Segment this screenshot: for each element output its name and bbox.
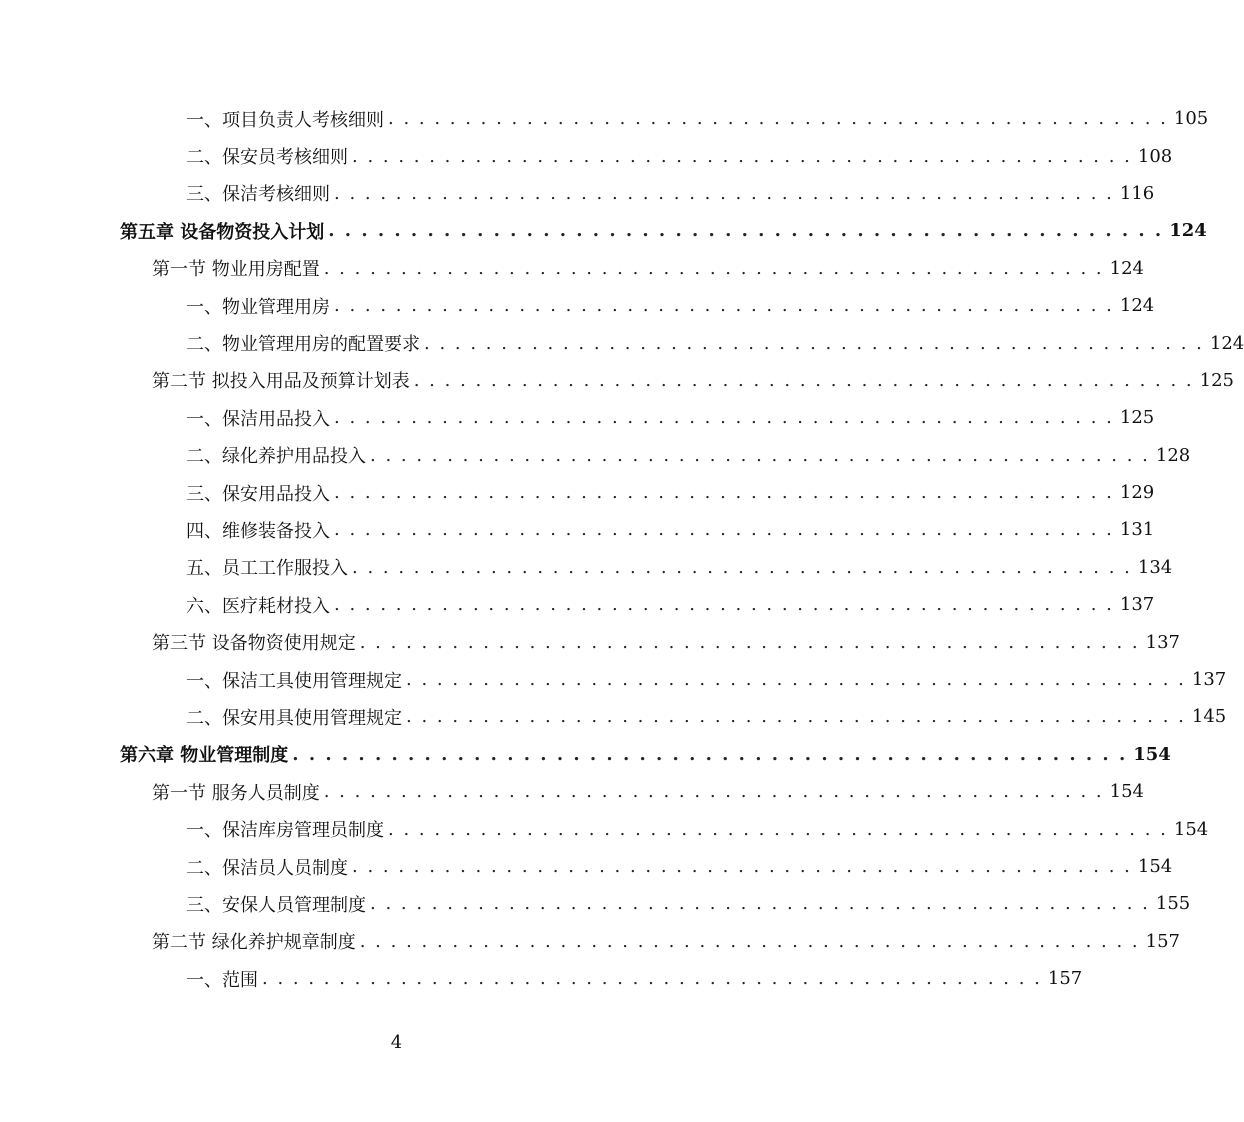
toc-entry-page: 145 <box>1191 706 1227 728</box>
toc-entry-title: 一、范围 <box>186 969 258 991</box>
toc-dot-leader: . . . . . . . . . . . . . . . . . . . . . . . . . . . . . . . . . . . . . . . . . . . . . . . . . . . <box>352 856 1132 877</box>
toc-dot-leader: . . . . . . . . . . . . . . . . . . . . . . . . . . . . . . . . . . . . . . . . . . . . . . . . . . . <box>352 145 1132 167</box>
toc-entry-title: 一、保洁库房管理员制度 <box>186 820 384 842</box>
toc-dot-leader: . . . . . . . . . . . . . . . . . . . . . . . . . . . . . . . . . . . . . . . . . . . . . . . . . . . <box>334 182 1114 204</box>
toc-dot-leader: . . . . . . . . . . . . . . . . . . . . . . . . . . . . . . . . . . . . . . . . . . . . . . . . . . . <box>359 930 1140 952</box>
toc-dot-leader: . . . . . . . . . . . . . . . . . . . . . . . . . . . . . . . . . . . . . . . . . . . . . . . . . . . <box>370 893 1150 915</box>
toc-section-entry[interactable] <box>0 250 1144 287</box>
toc-subsection-entry[interactable] <box>0 549 1173 586</box>
toc-entry-page: 137 <box>1145 631 1180 653</box>
toc-subsection-entry[interactable] <box>0 399 1155 436</box>
toc-subsection-entry[interactable] <box>0 960 1083 997</box>
toc-entry-title: 第一节 服务人员制度 <box>152 782 320 804</box>
toc-entry-page: 129 <box>1119 482 1155 504</box>
toc-entry-page: 124 <box>1119 295 1155 317</box>
toc-entry-title: 一、项目负责人考核细则 <box>186 109 384 131</box>
toc-dot-leader: . . . . . . . . . . . . . . . . . . . . . . . . . . . . . . . . . . . . . . . . . . . . . . . . . . . <box>406 706 1186 728</box>
toc-subsection-entry[interactable] <box>0 848 1173 885</box>
toc-entry-title: 一、保洁用品投入 <box>186 408 330 430</box>
toc-entry-page: 137 <box>1119 594 1155 616</box>
toc-dot-leader: . . . . . . . . . . . . . . . . . . . . . . . . . . . . . . . . . . . . . . . . . . . . . . . . . . . <box>406 669 1186 691</box>
toc-entry-page: 155 <box>1155 893 1191 915</box>
toc-subsection-entry[interactable] <box>0 885 1191 922</box>
toc-chapter-entry[interactable] <box>0 212 1207 249</box>
toc-entry-page: 134 <box>1137 556 1173 578</box>
toc-entry-title: 二、物业管理用房的配置要求 <box>186 334 420 356</box>
toc-entry-title: 第三节 设备物资使用规定 <box>152 633 356 655</box>
toc-dot-leader: . . . . . . . . . . . . . . . . . . . . . . . . . . . . . . . . . . . . . . . . . . . . . . . . . . . <box>388 818 1168 840</box>
toc-entry-title: 三、安保人员管理制度 <box>186 894 366 916</box>
toc-dot-leader: . . . . . . . . . . . . . . . . . . . . . . . . . . . . . . . . . . . . . . . . . . . . . . . . . . . <box>334 295 1114 317</box>
toc-entry-page: 124 <box>1169 220 1207 242</box>
toc-entry-page: 116 <box>1119 182 1155 204</box>
toc-subsection-entry[interactable] <box>0 287 1155 324</box>
toc-subsection-entry[interactable] <box>0 437 1191 474</box>
toc-entry-title: 一、保洁工具使用管理规定 <box>186 670 402 692</box>
toc-entry-page: 157 <box>1145 930 1180 952</box>
toc-dot-leader: . . . . . . . . . . . . . . . . . . . . . . . . . . . . . . . . . . . . . . . . . . . . . . . . . . . <box>334 482 1114 504</box>
toc-entry-page: 154 <box>1109 781 1144 803</box>
toc-subsection-entry[interactable] <box>0 474 1155 511</box>
toc-entry-page: 124 <box>1209 332 1244 354</box>
toc-dot-leader: . . . . . . . . . . . . . . . . . . . . . . . . . . . . . . . . . . . . . . . . . . . . . . . . . . . <box>352 556 1132 578</box>
toc-entry-title: 六、医疗耗材投入 <box>186 595 330 617</box>
toc-dot-leader: . . . . . . . . . . . . . . . . . . . . . . . . . . . . . . . . . . . . . . . . . . . . . . . . . . . <box>323 257 1104 279</box>
toc-entry-page: 157 <box>1047 968 1083 990</box>
toc-entry-page: 154 <box>1173 818 1209 840</box>
table-of-contents <box>0 100 1244 997</box>
toc-subsection-entry[interactable] <box>0 511 1155 548</box>
toc-entry-title: 第五章 设备物资投入计划 <box>120 221 325 243</box>
toc-subsection-entry[interactable] <box>0 175 1155 212</box>
toc-entry-page: 124 <box>1109 257 1144 279</box>
toc-entry-title: 一、物业管理用房 <box>186 296 330 318</box>
toc-dot-leader: . . . . . . . . . . . . . . . . . . . . . . . . . . . . . . . . . . . . . . . . . . . . . . . . . . . <box>359 631 1140 653</box>
toc-dot-leader: . . . . . . . . . . . . . . . . . . . . . . . . . . . . . . . . . . . . . . . . . . . . . . . . . . . <box>334 407 1114 429</box>
toc-entry-page: 137 <box>1191 669 1227 691</box>
toc-dot-leader: . . . . . . . . . . . . . . . . . . . . . . . . . . . . . . . . . . . . . . . . . . . . . . . . . . . <box>328 220 1164 242</box>
toc-section-entry[interactable] <box>0 623 1180 660</box>
toc-dot-leader: . . . . . . . . . . . . . . . . . . . . . . . . . . . . . . . . . . . . . . . . . . . . . . . . . . . <box>413 369 1194 391</box>
toc-subsection-entry[interactable] <box>0 137 1173 174</box>
toc-dot-leader: . . . . . . . . . . . . . . . . . . . . . . . . . . . . . . . . . . . . . . . . . . . . . . . . . . . <box>262 968 1042 990</box>
toc-entry-title: 二、保安员考核细则 <box>186 147 348 169</box>
toc-subsection-entry[interactable] <box>0 324 1244 361</box>
toc-dot-leader: . . . . . . . . . . . . . . . . . . . . . . . . . . . . . . . . . . . . . . . . . . . . . . . . . . . <box>292 743 1128 765</box>
toc-entry-title: 三、保安用品投入 <box>186 483 330 505</box>
page-number: 4 <box>390 1032 403 1053</box>
toc-subsection-entry[interactable] <box>0 100 1209 137</box>
toc-entry-title: 二、绿化养护用品投入 <box>186 446 366 468</box>
toc-section-entry[interactable] <box>0 362 1234 399</box>
toc-entry-title: 三、保洁考核细则 <box>186 184 330 206</box>
toc-dot-leader: . . . . . . . . . . . . . . . . . . . . . . . . . . . . . . . . . . . . . . . . . . . . . . . . . . . <box>334 594 1114 616</box>
toc-entry-title: 第一节 物业用房配置 <box>152 259 320 281</box>
toc-entry-title: 第二节 拟投入用品及预算计划表 <box>152 371 410 393</box>
toc-entry-page: 108 <box>1137 145 1173 167</box>
toc-entry-title: 二、保安用具使用管理规定 <box>186 707 402 729</box>
toc-entry-title: 二、保洁员人员制度 <box>186 857 348 879</box>
toc-dot-leader: . . . . . . . . . . . . . . . . . . . . . . . . . . . . . . . . . . . . . . . . . . . . . . . . . . . <box>388 108 1168 130</box>
toc-entry-page: 125 <box>1199 369 1234 391</box>
toc-subsection-entry[interactable] <box>0 586 1155 623</box>
toc-entry-title: 四、维修装备投入 <box>186 520 330 542</box>
toc-entry-page: 128 <box>1155 444 1191 466</box>
toc-entry-page: 125 <box>1119 407 1155 429</box>
toc-entry-page: 131 <box>1119 519 1155 541</box>
toc-section-entry[interactable] <box>0 923 1180 960</box>
toc-entry-title: 五、员工工作服投入 <box>186 558 348 580</box>
toc-entry-page: 154 <box>1137 856 1173 877</box>
toc-subsection-entry[interactable] <box>0 698 1227 735</box>
toc-entry-page: 154 <box>1133 743 1171 765</box>
toc-subsection-entry[interactable] <box>0 661 1227 698</box>
toc-entry-page: 105 <box>1173 108 1209 130</box>
toc-dot-leader: . . . . . . . . . . . . . . . . . . . . . . . . . . . . . . . . . . . . . . . . . . . . . . . . . . . <box>370 444 1150 466</box>
toc-entry-title: 第六章 物业管理制度 <box>120 745 289 767</box>
toc-dot-leader: . . . . . . . . . . . . . . . . . . . . . . . . . . . . . . . . . . . . . . . . . . . . . . . . . . . <box>323 781 1104 803</box>
toc-section-entry[interactable] <box>0 773 1144 810</box>
toc-subsection-entry[interactable] <box>0 810 1209 847</box>
toc-entry-title: 第二节 绿化养护规章制度 <box>152 932 356 954</box>
toc-dot-leader: . . . . . . . . . . . . . . . . . . . . . . . . . . . . . . . . . . . . . . . . . . . . . . . . . . . <box>334 519 1114 541</box>
toc-chapter-entry[interactable] <box>0 736 1171 773</box>
toc-dot-leader: . . . . . . . . . . . . . . . . . . . . . . . . . . . . . . . . . . . . . . . . . . . . . . . . . . . <box>424 332 1204 354</box>
